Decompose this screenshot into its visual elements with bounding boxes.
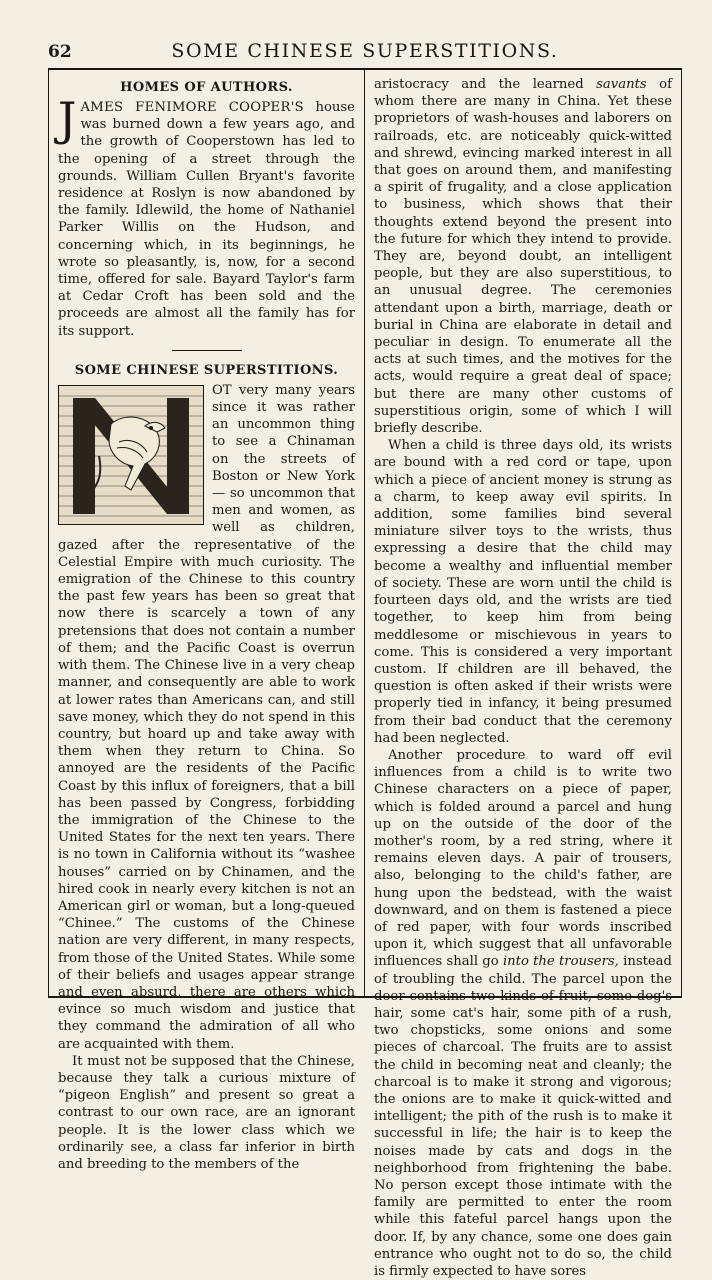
superstitions-title: SOME CHINESE SUPERSTITIONS. — [74, 362, 339, 378]
paragraph-red-cord: When a child is three days old, its wrists are bound with a red cord or tape, upon which a piece of ancient money is strung as a charm, to keep away evil spirits. In addition, some families bind several miniature silver toys to the wrists, thus expressing a desire that the child may become a wealthy and influential member of society. These are worn until the child is fourteen days old, and the wrists are tied together, to keep him from being meddlesome or mischievous in years to come. This is considered a very important custom. If children are ill behaved, the question is often asked if their wrists were properly tied in infancy, it being presumed from their bad conduct that the ceremony had been neglected. — [374, 438, 672, 746]
page-header — [48, 40, 682, 64]
characters-text-a: Another procedure to ward off evil influences from a child is to write two Chinese characters on a piece of paper, which is folded around a parcel and hung up on the outside of the door of the mother's room, by a red string, where it remains eleven days. A pair of trousers, also, belonging to the child's father, are hung upon the bedstead, with the waist downward, and on them is fastened a piece of red paper, with four words inscribed upon it, which suggest that all unfavorable influences shall go — [374, 747, 672, 970]
text-frame — [48, 68, 682, 1280]
paragraph-chinese-characters — [374, 747, 672, 1280]
into-trousers-italic: into the trousers, — [502, 954, 619, 970]
ornamental-initial-n-illustration — [58, 385, 204, 525]
homes-lead-caps: AMES FENIMORE COOPER'S — [80, 100, 304, 115]
section-divider — [172, 350, 242, 351]
homes-body: house was burned down a few years ago, and the growth of Cooperstown has led to the opening of a street through the grounds. William Cullen Bryant's favorite residence at Roslyn is now abandoned by the family. Idlewild, the home of Nathaniel Parker Willis on the Hudson, and concerning which, in its beginnings, he wrote so pleasantly, is, now, for a second time, offered for sale. Bayard Taylor's farm at Cedar Croft has been sold and the proceeds are almost all the family has for its support. — [58, 100, 355, 339]
left-column — [49, 70, 365, 1172]
right-column — [365, 70, 681, 1280]
savants-italic: savants — [596, 77, 647, 92]
paragraph-aristocracy — [374, 76, 672, 437]
superstitions-opening-paragraph — [58, 382, 355, 1053]
homes-of-authors-title: HOMES OF AUTHORS. — [120, 80, 293, 95]
bird-on-letter-n-icon — [59, 386, 203, 524]
aristocracy-text-a: aristocracy and the learned — [374, 77, 597, 92]
paragraph-pigeon-english: It must not be supposed that the Chinese, because they talk a curious mixture of “pigeon English” and present so great a contrast to our own race, are an ignorant people. It is the lower class which we ordinarily see, a class far inferior in birth and breeding to the members of the — [58, 1053, 355, 1172]
superstitions-opening-text: OT very many years since it was rather an uncommon thing to see a Chinaman on the streets of Boston or New York — so uncommon that men and women, as well as children, gazed after the representative of the Celestial Empire with much curiosity. The emigration of the Chinese to this country the past few years has been so great that now there is scarcely a town of any pretensions that does not contain a number of them; and the Pacific Coast is overrun with them. The Chinese live in a very cheap manner, and consequently are able to work at lower rates than Americans can, and still save money, which they do not spend in this country, but hoard up and take away with them when they return to China. So annoyed are the residents of the Pacific Coast by this influx of foreigners, that a bill has been passed by Congress, forbidding the immigration of the Chinese to the United States for the next ten years. There is no town in California without its “washee houses” carried on by Chinamen, and the hired cook in nearly every kitchen is not an American girl or woman, but a long-queued “Chinee.” The customs of the Chinese nation are very different, in many respects, from those of the United States. While some of their beliefs and usages appear strange and even absurd, there are others which evince so much wisdom and justice that they command the admiration of all who are acquainted with them. — [58, 382, 355, 1052]
aristocracy-text-b: of whom there are many in China. Yet these proprietors of wash-houses and laborers on railroads, etc. are noticeably quick-witted and shrewd, evincing marked interest in all that goes on around them, and manifesting a spirit of frugality, and a close application to business, which shows that their thoughts extend beyond the present into the future for which they intend to provide. They are, beyond doubt, an intelligent people, but they are also superstitious, to an unusual degree. The ceremonies attendant upon a birth, marriage, death or burial in China are elaborate in detail and peculiar in design. To enumerate all the acts at such times, and the motives for the acts, would require a great deal of space; but there are many other customs of superstitious origin, some of which I will briefly describe. — [374, 77, 673, 437]
running-title: SOME CHINESE SUPERSTITIONS. — [171, 40, 559, 62]
homes-of-authors-paragraph — [58, 92, 355, 340]
page-number: 62 — [48, 42, 72, 62]
drop-cap-j: J — [58, 92, 77, 146]
characters-text-b: instead of troubling the child. The parcel upon the door contains two kinds of fruit, some dog's hair, some cat's hair, some pith of a rush, two chopsticks, some onions and some pieces of charcoal. The fruits are to assist the child in becoming neat and cleanly; the charcoal is to make it strong and vigorous; the onions are to make it quick-witted and intelligent; the pith of the rush is to make it successful in life; the hair is to keep the noises made by cats and dogs in the neighborhood from frightening the babe. No person except those intimate with the family are permitted to enter the room while this fateful parcel hangs upon the door. If, by any chance, some one does gain entrance who ought not to do so, the child is firmly expected to have sores — [374, 954, 672, 1280]
